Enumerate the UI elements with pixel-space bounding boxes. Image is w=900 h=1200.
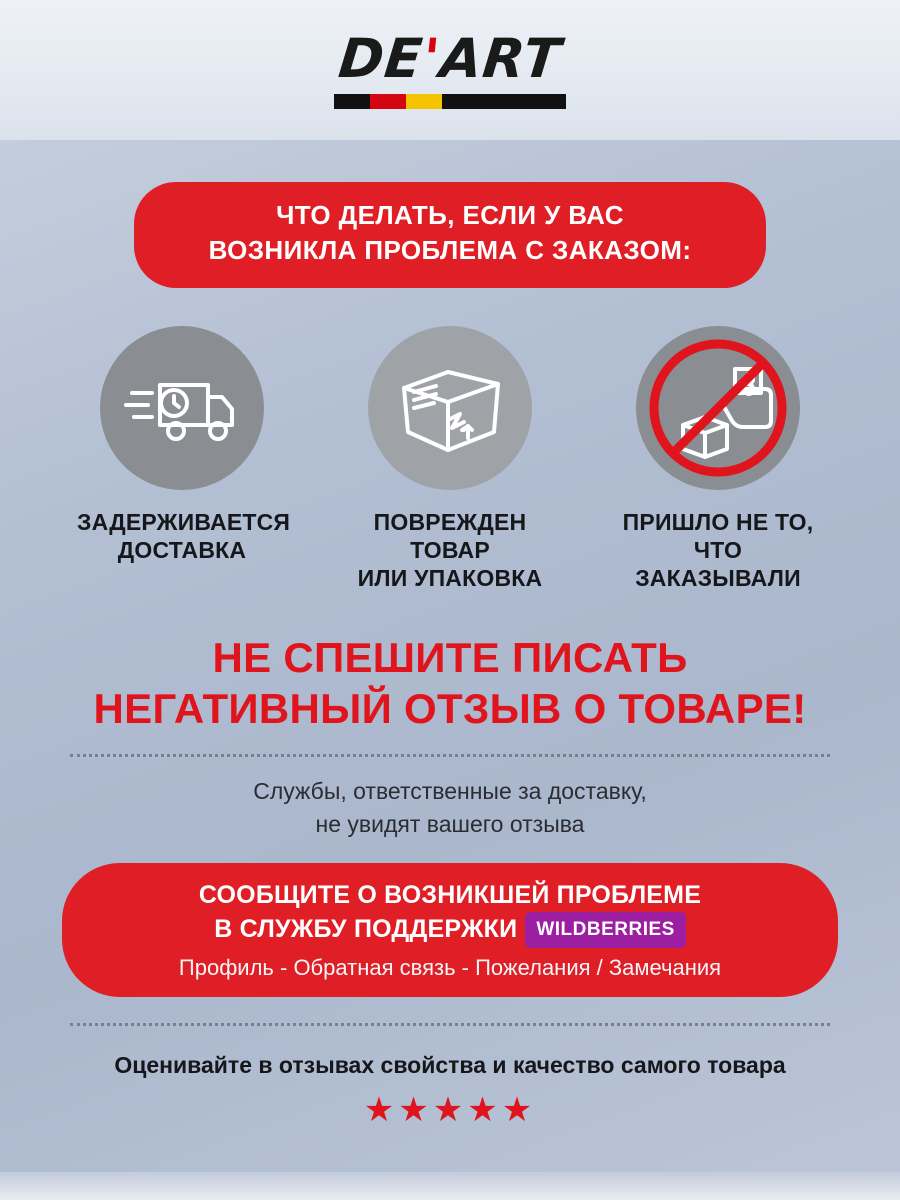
warning-text — [0, 632, 900, 734]
wrong-caption-line-2: ЧТО ЗАКАЗЫВАЛИ — [635, 536, 801, 591]
logo-bar-black — [334, 94, 370, 109]
delivery-truck-icon — [122, 363, 242, 453]
divider-top — [70, 754, 830, 757]
logo-bar-yellow — [406, 94, 442, 109]
deart-logo — [334, 26, 566, 109]
damaged-caption — [345, 508, 555, 592]
brand-header — [0, 0, 900, 140]
logo-text-art: ART — [436, 26, 565, 90]
subtext-line-1: Службы, ответственные за доставку, — [253, 778, 647, 805]
logo-wordmark — [331, 26, 569, 90]
problem-item-delivery — [77, 326, 291, 592]
damaged-caption-line-1: ПОВРЕЖДЕН ТОВАР — [373, 508, 527, 563]
problem-item-damaged — [345, 326, 555, 592]
support-line-1: СООБЩИТЕ О ВОЗНИКШЕЙ ПРОБЛЕМЕ — [198, 880, 702, 909]
wildberries-badge: WILDBERRIES — [525, 912, 686, 948]
no-refund-wrong-item-icon — [643, 333, 793, 483]
damaged-caption-line-2: ИЛИ УПАКОВКА — [357, 564, 543, 591]
logo-bar-red — [370, 94, 406, 109]
wrong-caption-line-1: ПРИШЛО НЕ ТО, — [622, 508, 814, 535]
headline-line-1: ЧТО ДЕЛАТЬ, ЕСЛИ У ВАС — [276, 200, 624, 230]
divider-bottom — [70, 1023, 830, 1026]
delivery-caption-line-2: ДОСТАВКА — [117, 536, 247, 563]
support-line-2-row — [82, 912, 818, 948]
warning-line-1: НЕ СПЕШИТЕ ПИСАТЬ — [212, 633, 688, 681]
logo-bar-tail — [442, 94, 566, 109]
wrong-caption — [613, 508, 823, 592]
logo-text-de: DE — [335, 26, 427, 90]
bottom-strip — [0, 1172, 900, 1200]
headline-line-2: ВОЗНИКЛА ПРОБЛЕМА С ЗАКАЗОМ: — [208, 234, 692, 265]
damaged-icon-circle — [368, 326, 532, 490]
logo-flag-bars — [334, 94, 566, 109]
headline-banner — [134, 182, 766, 288]
rating-stars: ★★★★★ — [363, 1090, 537, 1129]
delivery-caption — [77, 508, 291, 564]
warning-line-2: НЕГАТИВНЫЙ ОТЗЫВ О ТОВАРЕ! — [93, 685, 807, 733]
subtext-line-2: не увидят вашего отзыва — [315, 810, 585, 837]
support-banner — [62, 863, 838, 997]
support-line-2: В СЛУЖБУ ПОДДЕРЖКИ — [214, 914, 518, 943]
support-path: Профиль - Обратная связь - Пожелания / Замечания — [178, 954, 722, 980]
subtext — [0, 775, 900, 840]
wrong-item-icon-circle — [636, 326, 800, 490]
logo-apostrophe: ' — [419, 26, 444, 90]
footer-note: Оценивайте в отзывах свойства и качество самого товара — [114, 1051, 786, 1078]
problem-item-wrong — [613, 326, 823, 592]
delivery-caption-line-1: ЗАДЕРЖИВАЕТСЯ — [77, 508, 291, 535]
delivery-icon-circle — [100, 326, 264, 490]
problem-icons-row — [0, 326, 900, 592]
damaged-box-icon — [390, 358, 510, 458]
